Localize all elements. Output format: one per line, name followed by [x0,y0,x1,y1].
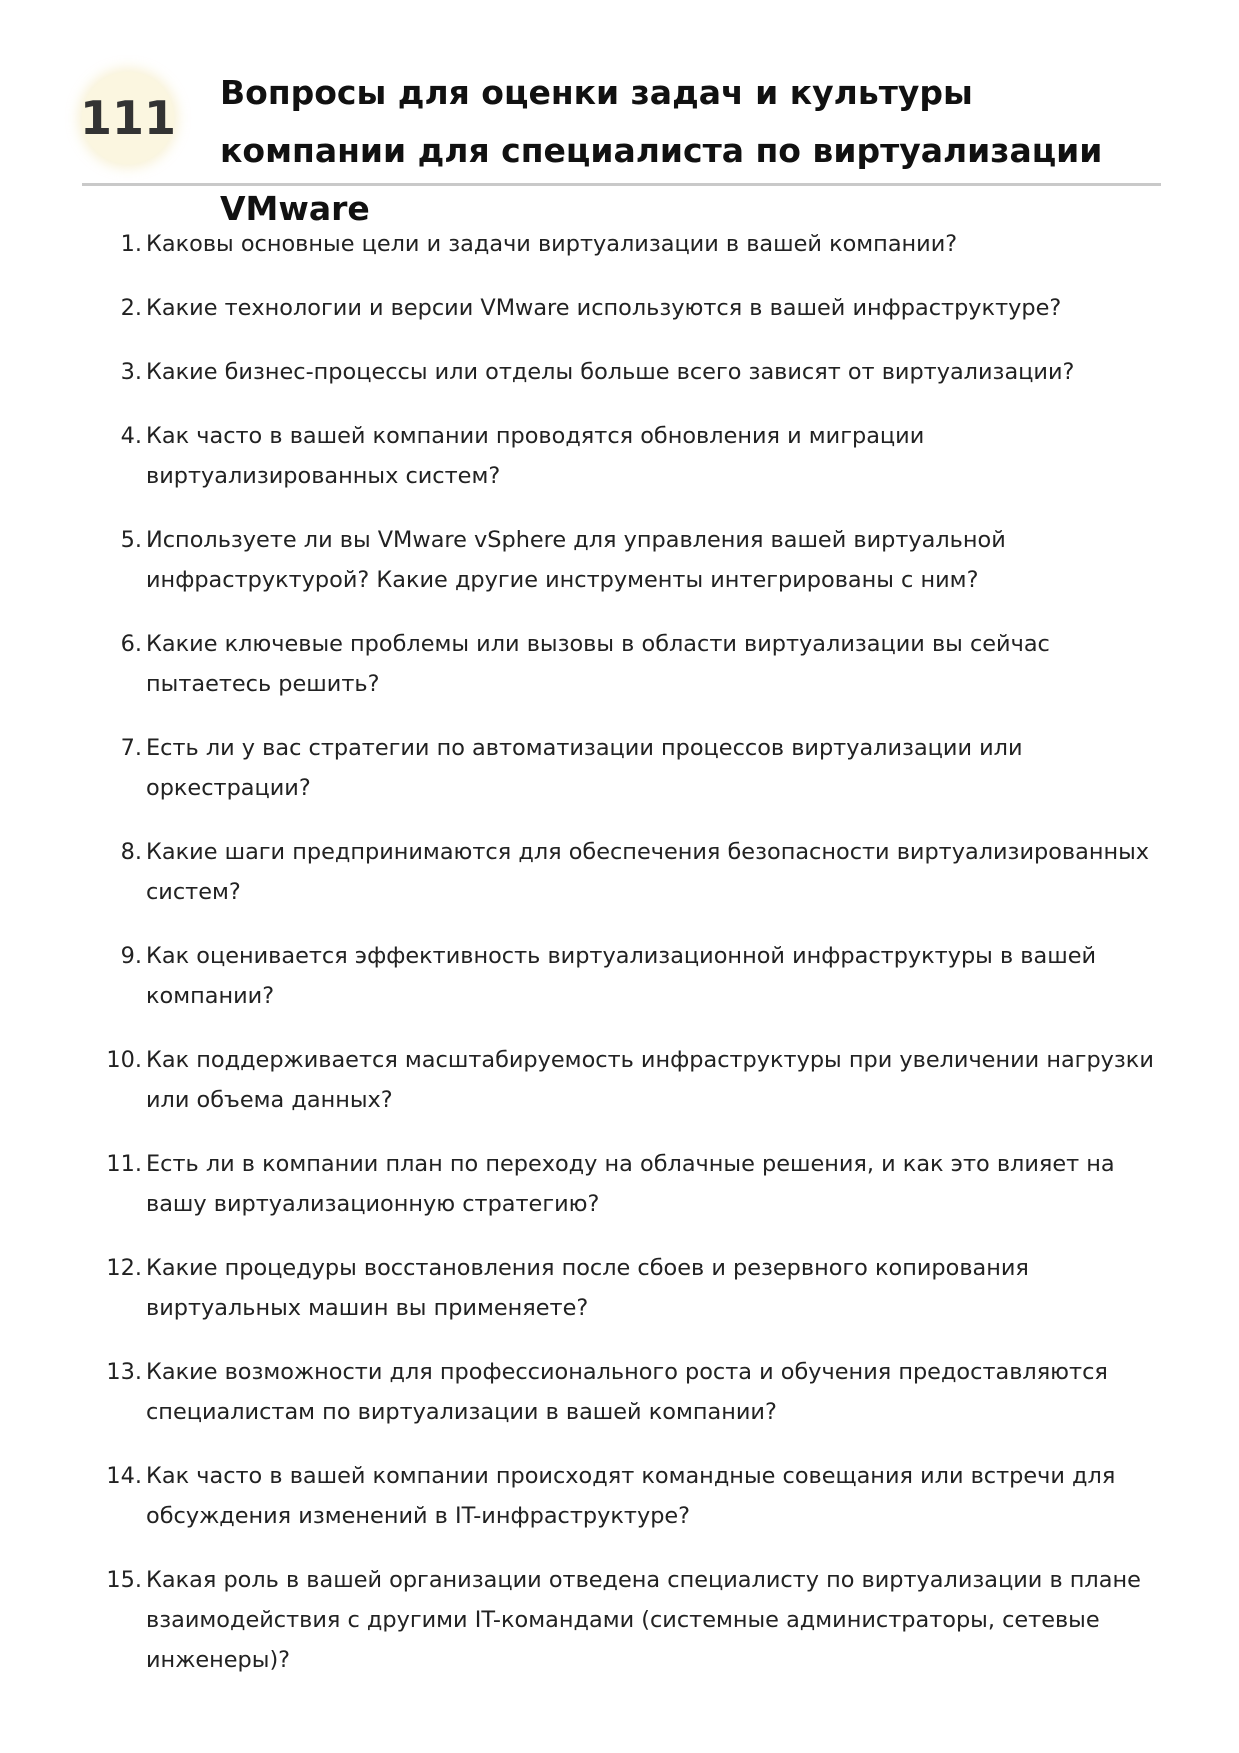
question-number: 12. [106,1255,142,1281]
question-item [105,832,1165,912]
question-number: 2. [120,295,142,321]
page-title: Вопросы для оценки задач и культуры компании для специалиста по виртуализации VMware [220,73,1103,228]
question-number: 7. [120,735,142,761]
question-text: Есть ли в компании план по переходу на облачные решения, и как это влияет на вашу виртуализационную стратегию? [146,1151,1115,1217]
page-header [79,62,1161,228]
question-item [105,1456,1165,1536]
question-item [105,288,1165,328]
question-text: Используете ли вы VMware vSphere для управления вашей виртуальной инфраструктурой? Какие другие инструменты интегрированы с ним? [146,527,1006,593]
question-number: 1. [120,231,142,257]
question-item [105,520,1165,600]
question-number: 15. [106,1567,142,1593]
question-number: 6. [120,631,142,657]
question-list [105,224,1165,1704]
question-number: 11. [106,1151,142,1177]
question-text: Как часто в вашей компании проводятся обновления и миграции виртуализированных систем? [146,423,925,489]
question-text: Какая роль в вашей организации отведена специалисту по виртуализации в плане взаимодействия с другими IT-командами (системные администраторы, сетевые инженеры)? [146,1567,1141,1673]
question-item [105,224,1165,264]
question-number: 10. [106,1047,142,1073]
question-item [105,936,1165,1016]
question-number: 9. [120,943,142,969]
question-item [105,1560,1165,1680]
question-text: Какие возможности для профессионального роста и обучения предоставляются специалистам по виртуализации в вашей компании? [146,1359,1108,1425]
question-item [105,1248,1165,1328]
question-number: 3. [120,359,142,385]
question-item [105,416,1165,496]
question-text: Какие процедуры восстановления после сбоев и резервного копирования виртуальных машин вы применяете? [146,1255,1029,1321]
question-item [105,352,1165,392]
question-text: Какие ключевые проблемы или вызовы в области виртуализации вы сейчас пытаетесь решить? [146,631,1050,697]
question-item [105,1040,1165,1120]
question-number: 14. [106,1463,142,1489]
question-text: Какие технологии и версии VMware используются в вашей инфраструктуре? [146,295,1062,321]
question-text: Как часто в вашей компании происходят командные совещания или встречи для обсуждения изменений в IT-инфраструктуре? [146,1463,1116,1529]
question-item [105,1352,1165,1432]
question-item [105,728,1165,808]
question-item [105,624,1165,704]
question-number: 13. [106,1359,142,1385]
question-text: Как поддерживается масштабируемость инфраструктуры при увеличении нагрузки или объема данных? [146,1047,1154,1113]
question-text: Как оценивается эффективность виртуализационной инфраструктуры в вашей компании? [146,943,1097,1009]
question-item [105,1144,1165,1224]
question-text: Есть ли у вас стратегии по автоматизации процессов виртуализации или оркестрации? [146,735,1023,801]
question-number: 5. [120,527,142,553]
question-number: 8. [120,839,142,865]
question-text: Каковы основные цели и задачи виртуализации в вашей компании? [146,231,958,257]
question-text: Какие бизнес-процессы или отделы больше всего зависят от виртуализации? [146,359,1075,385]
question-number: 4. [120,423,142,449]
question-text: Какие шаги предпринимаются для обеспечения безопасности виртуализированных систем? [146,839,1150,905]
number-badge: 111 [82,72,174,164]
